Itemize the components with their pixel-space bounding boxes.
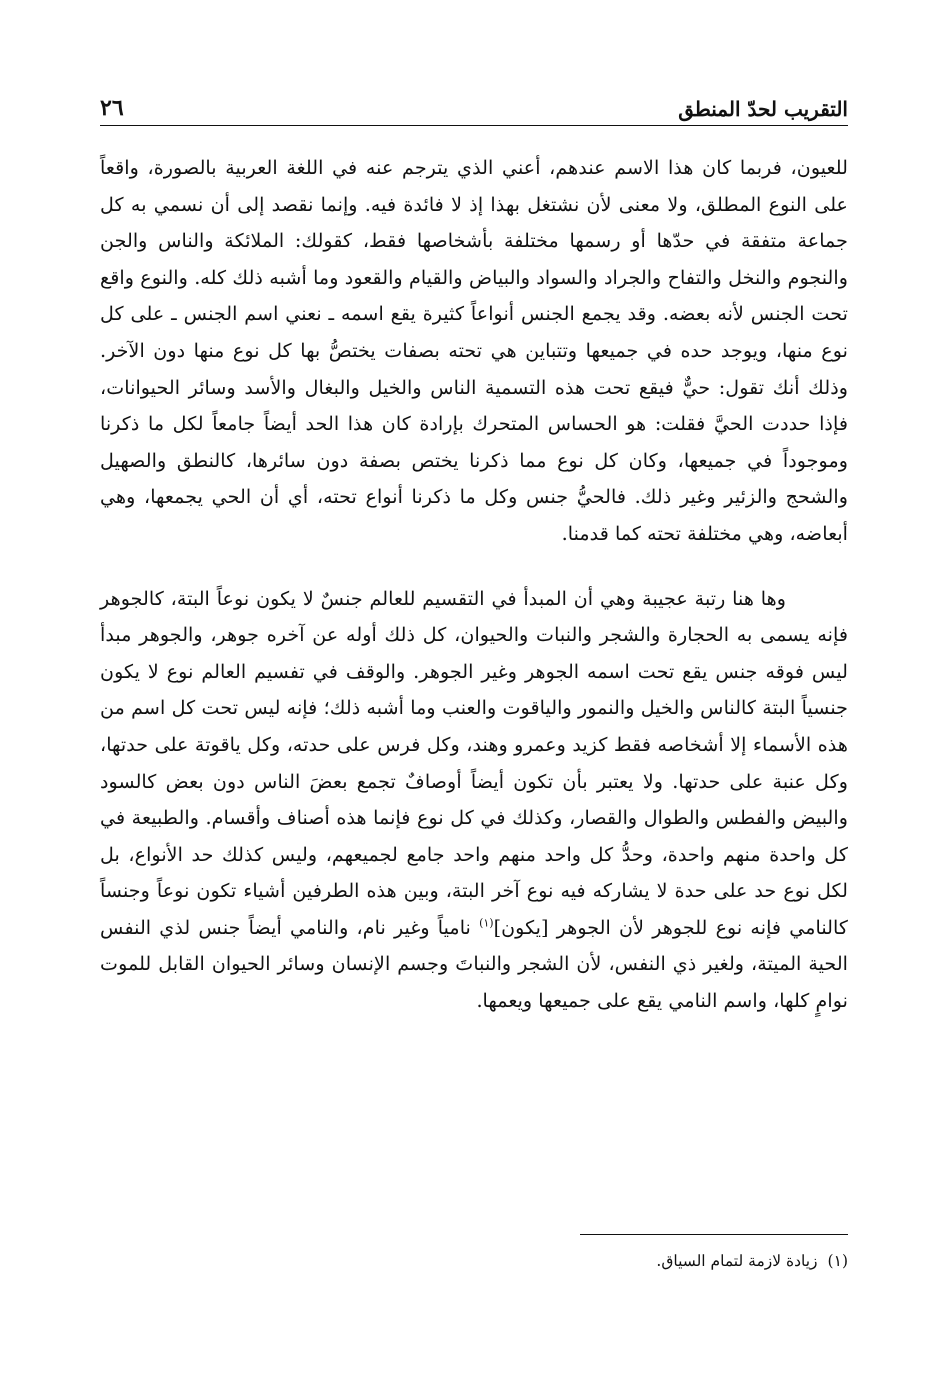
main-text xyxy=(100,150,848,1020)
page-number: ٢٦ xyxy=(100,95,124,121)
paragraph-2-text-b: نامياً وغير نام، والنامي أيضاً جنس لذي النفس الحية الميتة، ولغير ذي النفس، لأن الشجر والنباتَ وجسم الإنسان وسائر الحيوان القابل للموت نوامٍ كلها، واسم النامي يقع على جميعها ويعمها. xyxy=(100,915,848,1013)
paragraph-2 xyxy=(100,581,848,1020)
footnote xyxy=(100,1248,848,1274)
footnote-text: زيادة لازمة لتمام السياق. xyxy=(656,1252,818,1270)
paragraph-2-text-a: وها هنا رتبة عجيبة وهي أن المبدأ في التقسيم للعالم جنسٌ لا يكون نوعاً البتة، كالجوهر فإنه يسمى به الحجارة والشجر والنبات والحيوان، كل ذلك أوله عن آخره جوهر، والجوهر مبدأ ليس فوقه جنس يقع تحت اسمه الجوهر وغير الجوهر. والوقف في تفسيم العالم نوع لا يكون جنسياً البتة كالناس والخيل والنمور والياقوت والعنب وما أشبه ذلك؛ فإنه ليس تحت كل اسم من هذه الأسماء إلا أشخاصه فقط كزيد وعمرو وهند، وكل فرس على حدته، وكل ياقوتة على حدتها، وكل عنبة على حدتها. ولا يعتبر بأن تكون أيضاً أوصافٌ تجمع بعضَ الناس دون بعض كالسود والبيض والفطس والطوال والقصار، وكذلك في كل نوع فإنما هذه أصناف وأقسام. والطبيعة في كل واحدة منهم واحدة، وحدُّ كل واحد منهم واحد جامع لجميعهم، وليس كذلك حد الأنواع، بل لكل نوع حد على حدة لا يشاركه فيه نوع آخر البتة، وبين هذه الطرفين أشياء تكون نوعاً وجنساً كالنامي فإنه نوع للجوهر لأن الجوهر [يكون] xyxy=(100,586,848,939)
footnote-divider xyxy=(580,1234,848,1235)
running-title: التقريب لحدّ المنطق xyxy=(678,97,848,121)
footnote-marker: (١) xyxy=(827,1252,848,1270)
paragraph-1: للعيون، فربما كان هذا الاسم عندهم، أعني الذي يترجم عنه في اللغة العربية بالصورة، واقعاً على النوع المطلق، ولا معنى لأن نشتغل بهذا إذ لا فائدة فيه. وإنما نقصد إلى أن نسمي به كل جماعة متفقة في حدّها أو رسمها مختلفة بأشخاصها فقط، كقولك: الملائكة والناس والجن والنجوم والنخل والتفاح والجراد والسواد والبياض والقيام والقعود وما أشبه ذلك كله. والنوع واقع تحت الجنس لأنه بعضه. وقد يجمع الجنس أنواعاً كثيرة يقع اسمه ـ نعني اسم الجنس ـ على كل نوع منها، ويوجد حده في جميعها وتتباين هي تحته بصفات يختصُّ بها كل نوع منها دون الآخر. وذلك أنك تقول: حيٌّ فيقع تحت هذه التسمية الناس والخيل والبغال والأسد وسائر الحيوانات، فإذا حددت الحيَّ فقلت: هو الحساس المتحرك بإرادة كان هذا الحد أيضاً جامعاً لكل ما ذكرنا وموجوداً في جميعها، وكان كل نوع مما ذكرنا يختص بصفة دون سائرها، كالنطق والصهيل والشحج والزئير وغير ذلك. فالحيُّ جنس وكل ما ذكرنا أنواع تحته، أي أن الحي يجمعها، وهي أبعاضه، وهي مختلفة تحته كما قدمنا. xyxy=(100,156,848,545)
page-header xyxy=(100,92,848,126)
footnote-reference: (١) xyxy=(479,916,494,930)
